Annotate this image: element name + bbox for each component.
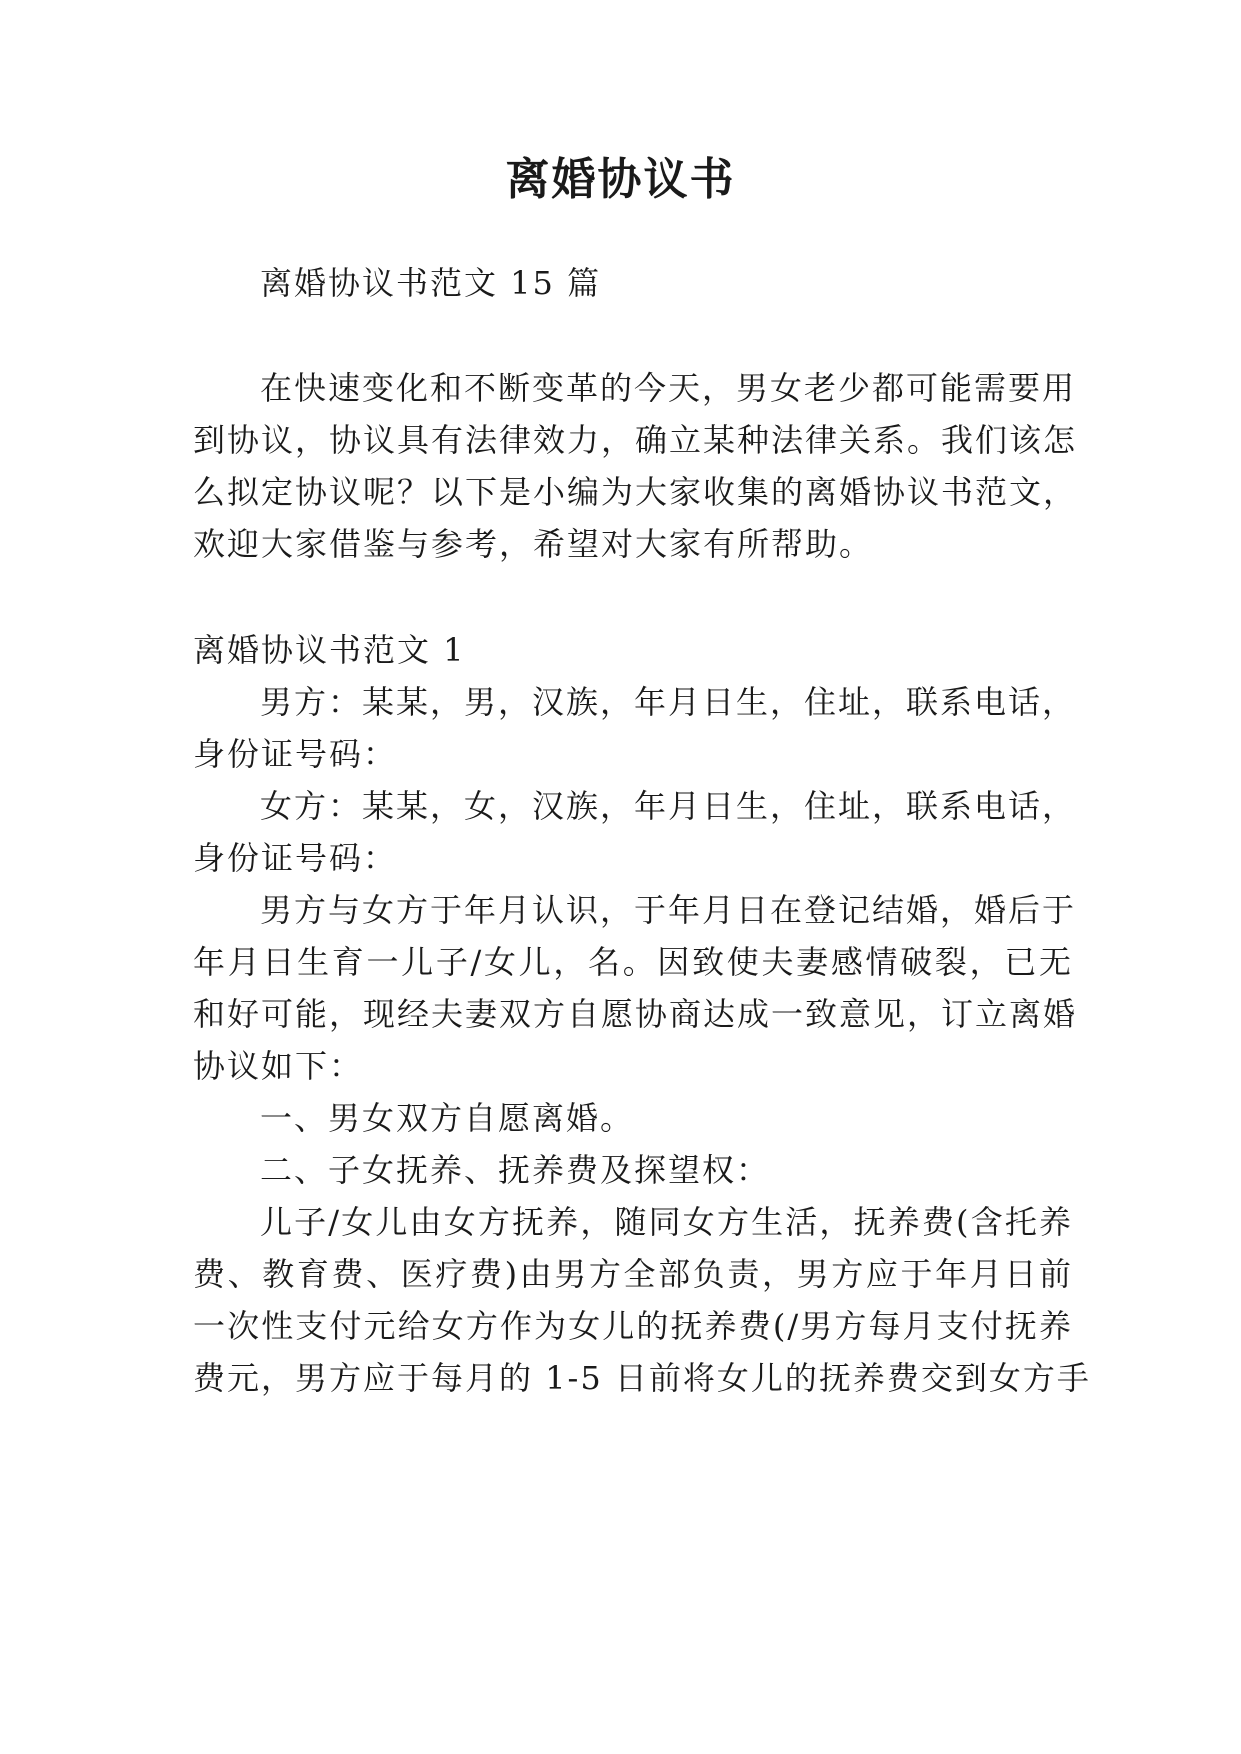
background-line: 男方与女方于年月认识，于年月日在登记结婚，婚后于: [260, 891, 1077, 929]
intro-line: 在快速变化和不断变革的今天，男女老少都可能需要用: [260, 369, 1077, 407]
wife-info-line: 身份证号码：: [193, 839, 398, 877]
intro-line: 么拟定协议呢？以下是小编为大家收集的离婚协议书范文，: [193, 473, 1078, 511]
section-heading: 离婚协议书范文 1: [193, 631, 466, 669]
background-line: 和好可能，现经夫妻双方自愿协商达成一致意见，订立离婚: [193, 995, 1078, 1033]
document-subtitle: 离婚协议书范文 15 篇: [260, 264, 602, 302]
husband-info-line: 男方：某某，男，汉族，年月日生，住址，联系电话，: [260, 683, 1077, 721]
clause-1: 一、男女双方自愿离婚。: [260, 1099, 635, 1137]
intro-line: 到协议，协议具有法律效力，确立某种法律关系。我们该怎: [193, 421, 1078, 459]
clause-2: 二、子女抚养、抚养费及探望权：: [260, 1151, 771, 1189]
custody-line: 一次性支付元给女方作为女儿的抚养费(/男方每月支付抚养: [193, 1307, 1073, 1345]
document-title: 离婚协议书: [505, 154, 736, 205]
custody-line: 费、教育费、医疗费)由男方全部负责，男方应于年月日前: [193, 1255, 1073, 1293]
husband-info-line: 身份证号码：: [193, 735, 398, 773]
background-line: 年月日生育一儿子/女儿，名。因致使夫妻感情破裂，已无: [193, 943, 1073, 981]
wife-info-line: 女方：某某，女，汉族，年月日生，住址，联系电话，: [260, 787, 1077, 825]
custody-line: 儿子/女儿由女方抚养，随同女方生活，抚养费(含托养: [260, 1203, 1073, 1241]
intro-line: 欢迎大家借鉴与参考，希望对大家有所帮助。: [193, 525, 874, 563]
custody-line: 费元，男方应于每月的 1-5 日前将女儿的抚养费交到女方手: [193, 1359, 1091, 1397]
background-line: 协议如下：: [193, 1047, 364, 1085]
